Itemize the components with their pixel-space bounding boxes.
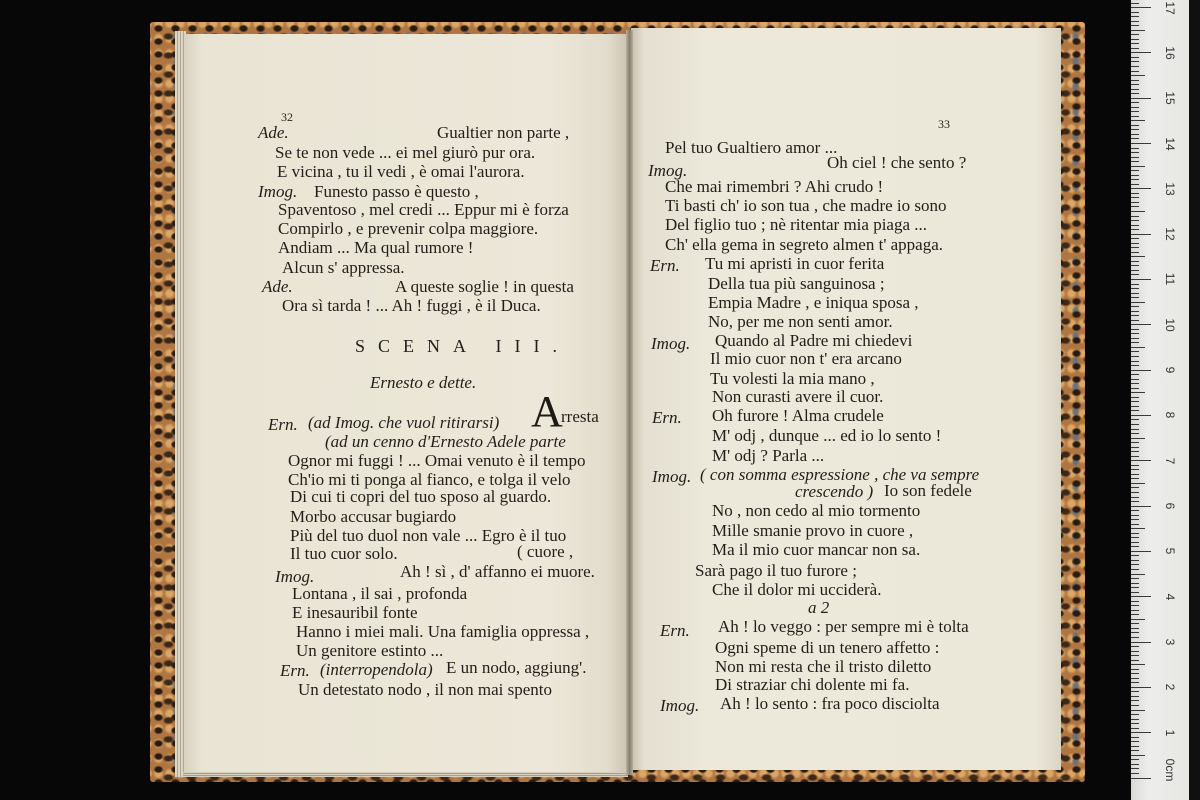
scene-characters: Ernesto e dette. [370, 373, 477, 392]
ruler-tick [1131, 768, 1139, 769]
verse-line: A queste soglie ! in questa [395, 277, 574, 296]
ruler-tick [1131, 274, 1139, 275]
verse-line: Del figlio tuo ; nè ritentar mia piaga ... [665, 215, 928, 234]
verse-line: Mille smanie provo in cuore , [712, 521, 914, 540]
ruler-tick [1131, 21, 1139, 22]
verse-line: Alcun s' appressa. [282, 258, 405, 277]
ruler-tick [1131, 483, 1145, 484]
verse-line: Io son fedele [884, 481, 972, 500]
ruler-tick [1131, 574, 1145, 575]
ruler-tick [1131, 284, 1139, 285]
ruler-tick [1131, 220, 1139, 221]
ruler-tick [1131, 524, 1139, 525]
ruler-tick [1131, 451, 1139, 452]
verse-line: Della tua più sanguinosa ; [708, 274, 885, 293]
ruler-number: 8 [1163, 412, 1177, 419]
ruler-tick [1131, 166, 1145, 167]
ruler-tick [1131, 773, 1139, 774]
ruler-tick [1131, 601, 1139, 602]
ruler-tick [1131, 537, 1139, 538]
ruler-number: 12 [1163, 227, 1177, 241]
verse-line: Empia Madre , e iniqua sposa , [708, 293, 919, 312]
book-gutter [626, 30, 633, 775]
speaker-name: Ern. [268, 415, 298, 434]
ruler-tick [1131, 39, 1139, 40]
ruler-number: 17 [1163, 0, 1177, 15]
ruler-tick [1131, 329, 1139, 330]
ruler-tick [1131, 619, 1145, 620]
ruler-number: 4 [1163, 593, 1177, 601]
verse-line: Ti basti ch' io son tua , che madre io sono [665, 196, 947, 215]
ruler-number: 5 [1163, 548, 1177, 555]
ruler-tick [1131, 324, 1151, 325]
verse-line: Ch' ella gema in segreto almen t' appaga. [665, 235, 944, 254]
ruler-tick [1131, 492, 1139, 493]
verse-line: No , non cedo al mio tormento [712, 501, 921, 520]
stage-direction: (ad un cenno d'Ernesto Adele parte [325, 432, 566, 451]
ruler-tick [1131, 401, 1139, 402]
verse-line: Oh furore ! Alma crudele [712, 406, 884, 425]
ruler-tick [1131, 347, 1145, 348]
ruler-tick [1131, 315, 1139, 316]
stage-direction: (ad Imog. che vuol ritirarsi) [308, 413, 500, 432]
ruler-tick [1131, 778, 1151, 779]
verse-line: Ognor mi fuggi ! ... Omai venuto è il tempo [288, 451, 586, 470]
ruler-tick [1131, 596, 1151, 597]
verse-line: Che mai rimembri ? Ahi crudo ! [665, 177, 884, 196]
ruler-tick [1131, 297, 1139, 298]
verse-line: Il tuo cuor solo. [290, 544, 398, 563]
ruler-tick [1131, 342, 1139, 343]
ruler-tick [1131, 546, 1139, 547]
ruler-tick [1131, 211, 1145, 212]
ruler-tick [1131, 148, 1139, 149]
ruler-tick [1131, 351, 1139, 352]
ruler-tick [1131, 265, 1139, 266]
ruler-tick [1131, 528, 1145, 529]
ruler-tick [1131, 687, 1151, 688]
verse-line: Ah ! lo sento : fra poco disciolta [720, 694, 940, 713]
speaker-name: Ern. [650, 256, 680, 275]
ruler-tick [1131, 719, 1139, 720]
verse-line: Spaventoso , mel credi ... Eppur mi è forza [278, 200, 569, 219]
verse-line: No, per me non senti amor. [708, 312, 893, 331]
ruler-tick [1131, 592, 1139, 593]
page-edges-bottom [183, 772, 628, 777]
verse-line: Quando al Padre mi chiedevi [715, 331, 913, 350]
ruler-tick [1131, 560, 1139, 561]
drop-initial: A [531, 387, 563, 436]
ruler-tick [1131, 161, 1139, 162]
ruler-tick [1131, 216, 1139, 217]
ruler-tick [1131, 728, 1139, 729]
verse-line: Se te non vede ... ei mel giurò pur ora. [275, 143, 536, 162]
verse-line: Ora sì tarda ! ... Ah ! fuggi , è il Duca. [282, 296, 541, 315]
ruler-tick [1131, 134, 1139, 135]
verse-line: Compirlo , e prevenir colpa maggiore. [278, 219, 539, 238]
ruler-tick [1131, 152, 1139, 153]
ruler-tick [1131, 510, 1139, 511]
ruler-number: 14 [1163, 136, 1177, 151]
ruler-tick [1131, 311, 1139, 312]
ruler-tick [1131, 642, 1151, 643]
ruler-tick [1131, 651, 1139, 652]
verse-line: Lontana , il sai , profonda [292, 584, 468, 603]
ruler-tick [1131, 410, 1139, 411]
verse-line: Un detestato nodo , il non mai spento [298, 680, 553, 699]
ruler-tick [1131, 433, 1139, 434]
ruler-tick [1131, 320, 1139, 321]
ruler-tick [1131, 551, 1151, 552]
ruler-tick [1131, 48, 1139, 49]
ruler-tick [1131, 279, 1151, 280]
ruler-tick [1131, 664, 1145, 665]
ruler-number: 6 [1163, 502, 1177, 510]
verse-line: Che il dolor mi ucciderà. [712, 580, 882, 599]
verse-line: E un nodo, aggiung'. [446, 658, 587, 677]
ruler-tick [1131, 84, 1139, 85]
ruler-tick [1131, 750, 1139, 751]
ruler-tick [1131, 673, 1139, 674]
ruler-tick [1131, 243, 1139, 244]
ruler-tick [1131, 682, 1139, 683]
ruler-tick [1131, 646, 1139, 647]
ruler-tick [1131, 714, 1139, 715]
verse-line: M' odj , dunque ... ed io lo sento ! [712, 426, 942, 445]
ruler-tick [1131, 456, 1139, 457]
ruler-tick [1131, 691, 1139, 692]
ruler-number: 16 [1163, 46, 1177, 60]
ruler-tick [1131, 80, 1139, 81]
speaker-name: Ern. [280, 661, 310, 680]
ruler-tick [1131, 293, 1139, 294]
measuring-ruler [1131, 0, 1189, 800]
ruler-tick [1131, 388, 1139, 389]
verse-line: Funesto passo è questo , [314, 182, 479, 201]
ruler-tick [1131, 429, 1139, 430]
ruler-tick [1131, 107, 1139, 108]
ruler-tick [1131, 442, 1139, 443]
verse-line: Tu mi apristi in cuor ferita [705, 254, 885, 273]
ruler-tick [1131, 361, 1139, 362]
ruler-tick [1131, 43, 1139, 44]
ruler-tick [1131, 397, 1139, 398]
ruler-tick [1131, 723, 1139, 724]
ruler-tick [1131, 533, 1139, 534]
verse-line: Hanno i miei mali. Una famiglia oppressa , [296, 622, 590, 641]
ruler-tick [1131, 542, 1139, 543]
ruler-tick [1131, 764, 1139, 765]
ruler-tick [1131, 628, 1139, 629]
ruler-tick [1131, 120, 1145, 121]
speaker-name: Imog. [258, 182, 298, 201]
ruler-tick [1131, 229, 1139, 230]
ruler-tick [1131, 66, 1139, 67]
ruler-tick [1131, 7, 1151, 8]
ruler-tick [1131, 678, 1139, 679]
ruler-tick [1131, 71, 1139, 72]
ruler-tick [1131, 116, 1139, 117]
ruler-tick [1131, 710, 1145, 711]
ruler-tick [1131, 238, 1139, 239]
ruler-tick [1131, 333, 1139, 334]
ruler-tick [1131, 564, 1139, 565]
ruler-tick [1131, 465, 1139, 466]
ruler-tick [1131, 170, 1139, 171]
ruler-tick [1131, 302, 1145, 303]
ruler-tick [1131, 197, 1139, 198]
verse-line: Di cui ti copri del tuo sposo al guardo. [290, 487, 552, 506]
ruler-tick [1131, 247, 1139, 248]
ruler-tick [1131, 392, 1145, 393]
ruler-tick [1131, 261, 1139, 262]
ruler-tick [1131, 129, 1139, 130]
ruler-tick [1131, 406, 1139, 407]
ruler-tick [1131, 306, 1139, 307]
ruler-tick [1131, 16, 1139, 17]
ruler-tick [1131, 61, 1139, 62]
stage-direction: ( con somma espressione , che va sempre [700, 465, 980, 484]
ruler-tick [1131, 125, 1139, 126]
ruler-tick [1131, 202, 1139, 203]
ruler-tick [1131, 206, 1139, 207]
verse-line: Un genitore estinto ... [296, 641, 444, 660]
ruler-tick [1131, 252, 1139, 253]
verse-line: Ogni speme di un tenero affetto : [715, 638, 940, 657]
ruler-number: 1 [1163, 729, 1177, 737]
ruler-tick [1131, 256, 1145, 257]
ruler-tick [1131, 270, 1139, 271]
ruler-tick [1131, 383, 1139, 384]
verse-line: Il mio cuor non t' era arcano [710, 349, 902, 368]
verse-line: Di straziar chi dolente mi fa. [715, 675, 910, 694]
ruler-tick [1131, 188, 1151, 189]
ruler-number: 7 [1163, 457, 1177, 465]
verse-line: Pel tuo Gualtiero amor ... [665, 138, 838, 157]
ruler-tick [1131, 415, 1151, 416]
ruler-tick [1131, 759, 1139, 760]
verse-line: Tu volesti la mia mano , [710, 369, 875, 388]
ruler-tick [1131, 632, 1139, 633]
ruler-edge [1189, 0, 1200, 800]
ruler-tick [1131, 700, 1139, 701]
ensemble-marker: a 2 [808, 598, 830, 617]
ruler-tick [1131, 143, 1151, 144]
ruler-tick [1131, 175, 1139, 176]
ruler-tick [1131, 3, 1139, 4]
verse-line: Gualtier non parte , [437, 123, 570, 142]
ruler-tick [1131, 370, 1151, 371]
speaker-name: Ade. [262, 277, 293, 296]
speaker-name: Ern. [660, 621, 690, 640]
verse-line: rresta [561, 407, 599, 426]
ruler-number: 2 [1163, 684, 1177, 691]
ruler-tick [1131, 474, 1139, 475]
ruler-tick [1131, 746, 1139, 747]
ruler-tick [1131, 605, 1139, 606]
verse-line: Ah ! sì , d' affanno ei muore. [400, 562, 595, 581]
ruler-tick [1131, 338, 1139, 339]
ruler-tick [1131, 98, 1151, 99]
ruler-tick [1131, 696, 1139, 697]
speaker-name: Ern. [652, 408, 682, 427]
speaker-name: Imog. [651, 334, 691, 353]
verse-line: Non mi resta che il tristo diletto [715, 657, 932, 676]
ruler-tick [1131, 193, 1139, 194]
ruler-tick [1131, 52, 1151, 53]
ruler-number: 0cm [1163, 758, 1177, 782]
ruler-tick [1131, 25, 1139, 26]
ruler-tick [1131, 637, 1139, 638]
speaker-name: Imog. [652, 467, 692, 486]
speaker-name: Ade. [258, 123, 289, 142]
ruler-tick [1131, 12, 1139, 13]
ruler-tick [1131, 705, 1139, 706]
ruler-tick [1131, 487, 1139, 488]
speaker-name: Imog. [648, 161, 688, 180]
ruler-tick [1131, 225, 1139, 226]
ruler-tick [1131, 379, 1139, 380]
speaker-name: Imog. [275, 567, 315, 586]
ruler-tick [1131, 519, 1139, 520]
ruler-number: 10 [1163, 318, 1177, 332]
ruler-tick [1131, 737, 1139, 738]
verse-line: Ah ! lo veggo : per sempre mi è tolta [718, 617, 969, 636]
ruler-tick [1131, 374, 1139, 375]
ruler-tick [1131, 555, 1139, 556]
ruler-tick [1131, 34, 1139, 35]
ruler-number: 3 [1163, 638, 1177, 646]
ruler-tick [1131, 623, 1139, 624]
ruler-tick [1131, 356, 1139, 357]
turnover-word: ( cuore , [517, 542, 574, 561]
ruler-tick [1131, 614, 1139, 615]
verse-line: Oh ciel ! che sento ? [827, 153, 967, 172]
ruler-tick [1131, 610, 1139, 611]
ruler-tick [1131, 497, 1139, 498]
scene-heading: SCENA III. [355, 336, 570, 356]
ruler-tick [1131, 741, 1139, 742]
page-number: 32 [281, 110, 293, 124]
ruler-tick [1131, 515, 1139, 516]
ruler-tick [1131, 419, 1139, 420]
stage-direction: crescendo ) [795, 482, 874, 501]
ruler-tick [1131, 93, 1139, 94]
verse-line: Non curasti avere il cuor. [712, 387, 884, 406]
ruler-tick [1131, 469, 1139, 470]
ruler-tick [1131, 102, 1139, 103]
ruler-tick [1131, 75, 1145, 76]
ruler-tick [1131, 506, 1151, 507]
ruler-tick [1131, 89, 1139, 90]
ruler-tick [1131, 732, 1151, 733]
ruler-tick [1131, 184, 1139, 185]
ruler-tick [1131, 578, 1139, 579]
ruler-tick [1131, 424, 1139, 425]
verse-line: Sarà pago il tuo furore ; [695, 561, 857, 580]
ruler-tick [1131, 30, 1145, 31]
ruler-tick [1131, 660, 1139, 661]
verse-line: Ma il mio cuor mancar non sa. [712, 540, 921, 559]
ruler-tick [1131, 655, 1139, 656]
ruler-tick [1131, 501, 1139, 502]
ruler-tick [1131, 569, 1139, 570]
verse-line: Ch'io mi ti ponga al fianco, e tolga il velo [288, 470, 571, 489]
verse-line: Andiam ... Ma qual rumore ! [278, 238, 474, 257]
ruler-tick [1131, 365, 1139, 366]
verse-line: M' odj ? Parla ... [712, 446, 825, 465]
ruler-tick [1131, 587, 1139, 588]
ruler-tick [1131, 288, 1139, 289]
ruler-tick [1131, 478, 1139, 479]
ruler-number: 11 [1163, 273, 1177, 286]
ruler-number: 15 [1163, 91, 1177, 105]
verse-line: Morbo accusar bugiardo [290, 507, 457, 526]
ruler-tick [1131, 234, 1151, 235]
page-number: 33 [938, 117, 950, 131]
ruler-tick [1131, 755, 1145, 756]
ruler-tick [1131, 438, 1145, 439]
ruler-number: 13 [1163, 182, 1177, 196]
stage-direction: (interropendola) [320, 660, 433, 679]
ruler-tick [1131, 460, 1151, 461]
ruler-tick [1131, 179, 1139, 180]
verse-line: Più del tuo duol non vale ... Egro è il tuo [290, 526, 567, 545]
ruler-tick [1131, 669, 1139, 670]
speaker-name: Imog. [660, 696, 700, 715]
ruler-tick [1131, 583, 1139, 584]
ruler-tick [1131, 157, 1139, 158]
ruler-tick [1131, 447, 1139, 448]
ruler-number: 9 [1163, 366, 1177, 374]
ruler-tick [1131, 138, 1139, 139]
verse-line: E inesauribil fonte [292, 603, 418, 622]
ruler-tick [1131, 57, 1139, 58]
ruler-tick [1131, 111, 1139, 112]
verse-line: E vicina , tu il vedi , è omai l'aurora. [277, 162, 525, 181]
